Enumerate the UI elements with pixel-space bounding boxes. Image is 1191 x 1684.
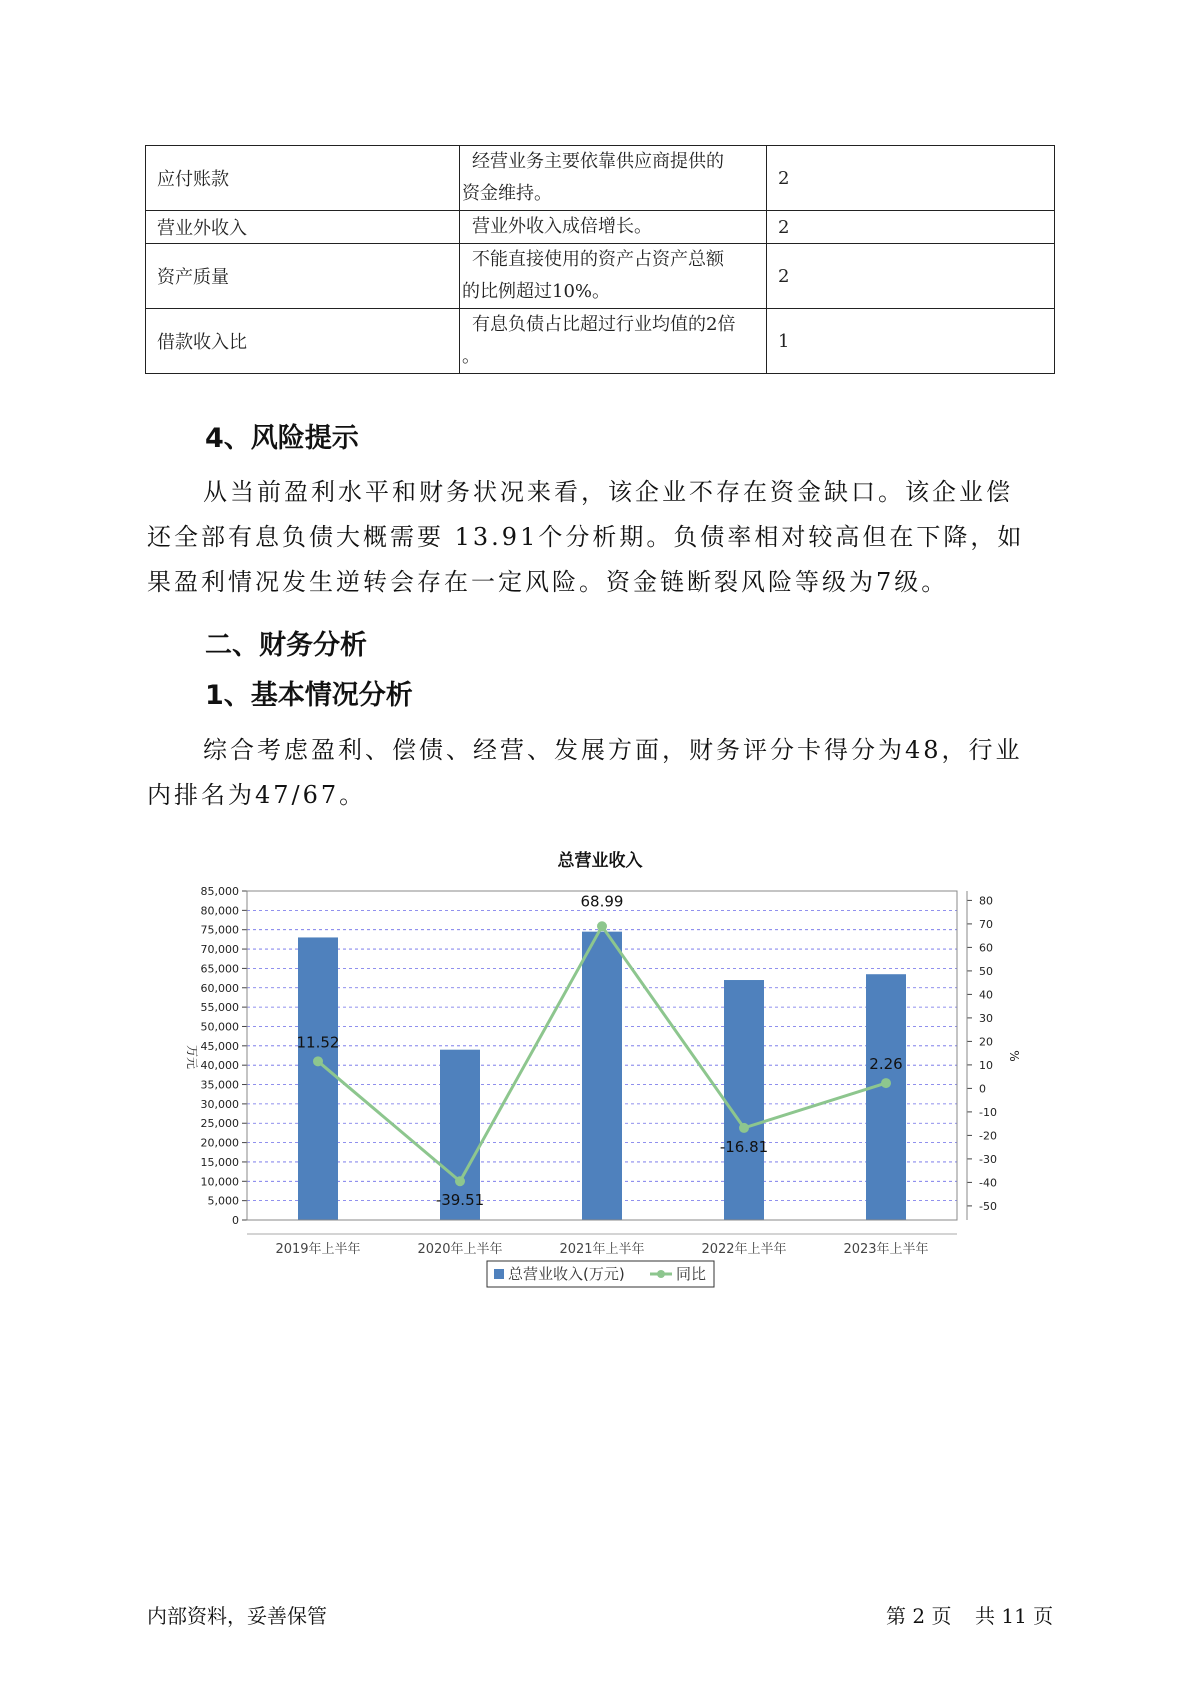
risk-score: 2 — [767, 211, 1055, 244]
table-row — [146, 211, 1055, 244]
risk-paragraph — [147, 470, 1057, 605]
risk-description-line: 不能直接使用的资产占资产总额 — [472, 249, 724, 270]
finance-paragraph-line: 综合考虑盈利、偿债、经营、发展方面，财务评分卡得分为48，行业 — [203, 736, 1023, 764]
y-tick-label: 65,000 — [200, 962, 239, 976]
risk-description-line: 营业外收入成倍增长。 — [472, 216, 652, 237]
y-tick-label: 85,000 — [200, 885, 239, 898]
y-tick-label: 35,000 — [200, 1078, 239, 1092]
y-tick-label: 10,000 — [200, 1175, 239, 1189]
y-tick-label: 20,000 — [200, 1136, 239, 1150]
risk-description-line: 经营业务主要依靠供应商提供的 — [472, 151, 724, 172]
y-tick-label: 5,000 — [207, 1194, 239, 1208]
y-tick-label: 60,000 — [200, 981, 239, 995]
bar — [582, 932, 622, 1220]
risk-description — [460, 211, 767, 244]
risk-item: 应付账款 — [146, 146, 460, 211]
y-tick-label: 70,000 — [200, 943, 239, 957]
y-tick-label: 45,000 — [200, 1039, 239, 1053]
y-tick-label: 30,000 — [200, 1097, 239, 1111]
y2-tick-label: -10 — [979, 1105, 997, 1119]
data-label: -39.51 — [435, 1191, 485, 1210]
line-point — [313, 1056, 323, 1066]
chart-title: 总营业收入 — [557, 851, 643, 871]
y2-axis-label: % — [1007, 1050, 1021, 1062]
y2-tick-label: 50 — [979, 964, 993, 978]
y2-tick-label: -20 — [979, 1129, 997, 1143]
y-tick-label: 50,000 — [200, 1020, 239, 1034]
table-row — [146, 244, 1055, 309]
risk-item: 借款收入比 — [146, 309, 460, 374]
sub-heading-basic: 1、基本情况分析 — [205, 680, 413, 711]
y2-tick-label: 80 — [979, 894, 993, 908]
data-label: 11.52 — [296, 1033, 340, 1052]
y-tick-label: 75,000 — [200, 923, 239, 937]
y2-tick-label: -40 — [979, 1176, 997, 1190]
legend-label: 总营业收入(万元) — [508, 1265, 625, 1283]
risk-description-line: 。 — [462, 346, 480, 367]
bar — [866, 974, 906, 1220]
line-point — [881, 1078, 891, 1088]
risk-description — [460, 244, 767, 309]
risk-item: 资产质量 — [146, 244, 460, 309]
finance-paragraph — [147, 728, 1057, 818]
data-label: -16.81 — [719, 1137, 769, 1156]
risk-paragraph-line: 从当前盈利水平和财务状况来看，该企业不存在资金缺口。该企业偿 — [203, 478, 1013, 506]
x-tick-label: 2020年上半年 — [417, 1242, 503, 1257]
y-tick-label: 40,000 — [200, 1059, 239, 1073]
line-point — [455, 1176, 465, 1186]
risk-score: 2 — [767, 146, 1055, 211]
risk-description — [460, 146, 767, 211]
finance-paragraph-line: 内排名为47/67。 — [147, 781, 367, 809]
risk-score: 1 — [767, 309, 1055, 374]
data-label: 68.99 — [580, 892, 624, 911]
y2-tick-label: 40 — [979, 988, 993, 1002]
bar-series — [298, 932, 906, 1220]
risk-table — [145, 145, 1055, 374]
data-label: 2.26 — [869, 1055, 903, 1074]
section-heading-finance: 二、财务分析 — [205, 630, 367, 661]
y-tick-label: 80,000 — [200, 904, 239, 918]
line-point — [597, 921, 607, 931]
chart-legend — [487, 1261, 714, 1287]
x-tick-label: 2021年上半年 — [559, 1242, 645, 1257]
risk-description-line: 的比例超过10%。 — [462, 281, 611, 302]
y-axis-label: 万元 — [185, 1044, 199, 1070]
bar — [724, 980, 764, 1220]
legend-swatch-point — [657, 1270, 665, 1278]
y2-tick-label: 20 — [979, 1035, 993, 1049]
y2-tick-label: -30 — [979, 1152, 997, 1166]
x-tick-label: 2022年上半年 — [701, 1242, 787, 1257]
section-heading-risk: 4、风险提示 — [205, 423, 359, 454]
line-point — [739, 1123, 749, 1133]
footer-confidential: 内部资料，妥善保管 — [147, 1604, 327, 1628]
risk-description — [460, 309, 767, 374]
bar — [298, 937, 338, 1220]
y-tick-label: 15,000 — [200, 1155, 239, 1169]
y2-tick-label: -50 — [979, 1199, 997, 1213]
x-tick-label: 2023年上半年 — [843, 1242, 929, 1257]
y2-tick-label: 10 — [979, 1058, 993, 1072]
y2-tick-label: 70 — [979, 917, 993, 931]
table-row — [146, 146, 1055, 211]
y2-tick-label: 60 — [979, 941, 993, 955]
legend-label: 同比 — [676, 1265, 707, 1283]
legend-swatch-bar — [494, 1269, 504, 1279]
revenue-chart — [0, 830, 1191, 1300]
y-tick-label: 55,000 — [200, 1001, 239, 1015]
y2-tick-label: 0 — [979, 1082, 986, 1096]
footer-page-number: 第 2 页 — [886, 1604, 952, 1628]
risk-score: 2 — [767, 244, 1055, 309]
y2-tick-label: 30 — [979, 1011, 993, 1025]
risk-description-line: 资金维持。 — [462, 183, 552, 204]
risk-description-line: 有息负债占比超过行业均值的2倍 — [472, 314, 736, 335]
y-tick-label: 0 — [232, 1214, 239, 1227]
table-row — [146, 309, 1055, 374]
footer-total-pages: 共 11 页 — [975, 1604, 1054, 1628]
risk-item: 营业外收入 — [146, 211, 460, 244]
x-tick-label: 2019年上半年 — [275, 1242, 361, 1257]
y-tick-label: 25,000 — [200, 1117, 239, 1131]
risk-paragraph-line: 还全部有息负债大概需要 13.91个分析期。负债率相对较高但在下降，如 — [147, 523, 1025, 551]
risk-paragraph-line: 果盈利情况发生逆转会存在一定风险。资金链断裂风险等级为7级。 — [147, 568, 949, 596]
